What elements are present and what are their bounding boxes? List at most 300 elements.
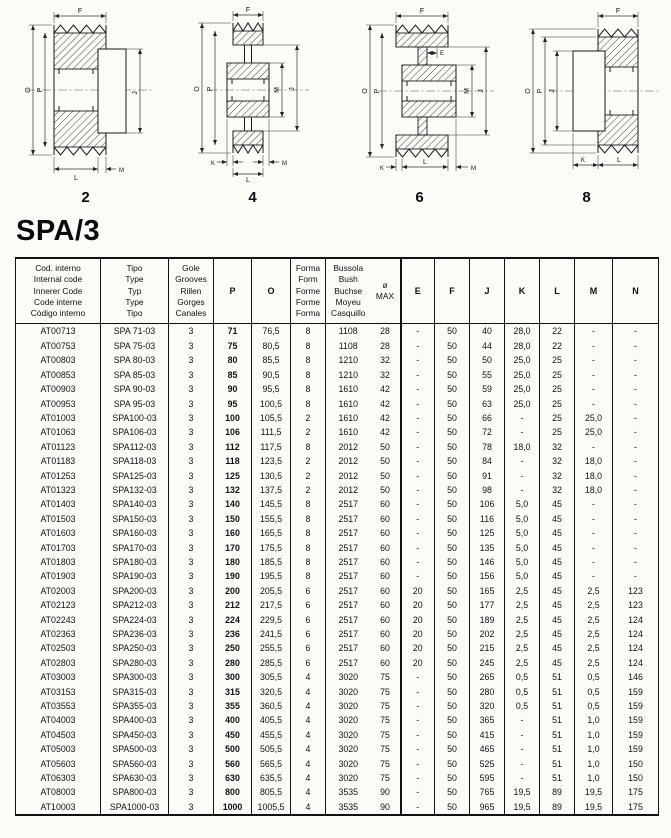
- cell-J: 280: [470, 685, 505, 699]
- cell-form: 6: [291, 613, 326, 627]
- cell-p: 500: [214, 742, 252, 756]
- cell-M: -: [575, 339, 613, 353]
- table-row: [16, 713, 659, 727]
- cell-p: 160: [214, 526, 252, 540]
- table-row: [16, 800, 659, 815]
- cell-L: 45: [540, 584, 575, 598]
- cell-diameter-max: 28: [371, 339, 401, 353]
- page-title: SPA/3: [16, 215, 101, 247]
- cell-internal-code: AT01183: [16, 454, 101, 468]
- cell-p: 355: [214, 699, 252, 713]
- cell-form: 4: [291, 713, 326, 727]
- cell-M: 0,5: [575, 685, 613, 699]
- cell-M: 19,5: [575, 800, 613, 815]
- dim-label-L: L: [423, 159, 427, 166]
- cell-form: 2: [291, 425, 326, 439]
- cell-internal-code: AT01803: [16, 555, 101, 569]
- cell-type: SPA112-03: [101, 440, 169, 454]
- cell-grooves: 3: [169, 771, 214, 785]
- cell-internal-code: AT00713: [16, 324, 101, 339]
- cell-M: -: [575, 541, 613, 555]
- table-row: [16, 757, 659, 771]
- cell-N: 124: [613, 656, 659, 670]
- spec-table-header: [16, 258, 659, 324]
- cell-L: 22: [540, 324, 575, 339]
- cell-L: 45: [540, 613, 575, 627]
- cell-bush: 1108: [338, 340, 358, 351]
- cell-o: 145,5: [252, 497, 291, 511]
- form-number-4: 4: [248, 189, 257, 206]
- cell-o: 80,5: [252, 339, 291, 353]
- cell-L: 32: [540, 440, 575, 454]
- cell-internal-code: AT00753: [16, 339, 101, 353]
- cell-p: 200: [214, 584, 252, 598]
- cell-o: 85,5: [252, 353, 291, 367]
- dim-label-P: P: [207, 86, 214, 92]
- cell-diameter-max: 60: [371, 627, 401, 641]
- cell-K: 2,5: [505, 598, 540, 612]
- cell-o: 105,5: [252, 411, 291, 425]
- cell-grooves: 3: [169, 742, 214, 756]
- cell-bush: 2012: [338, 470, 359, 481]
- table-row: [16, 584, 659, 598]
- cell-internal-code: AT03553: [16, 699, 101, 713]
- cell-J: 415: [470, 728, 505, 742]
- cell-L: 51: [540, 757, 575, 771]
- table-row: [16, 397, 659, 411]
- cell-M: 2,5: [575, 584, 613, 598]
- cell-form: 8: [291, 541, 326, 555]
- cell-M: -: [575, 397, 613, 411]
- cell-grooves: 3: [169, 339, 214, 353]
- cell-E: -: [401, 512, 435, 526]
- cell-F: 50: [435, 555, 470, 569]
- cell-grooves: 3: [169, 425, 214, 439]
- cell-F: 50: [435, 339, 470, 353]
- cell-F: 50: [435, 584, 470, 598]
- pulley-drawing-form-8: [503, 5, 670, 206]
- cell-form: 4: [291, 785, 326, 799]
- cell-type: SPA125-03: [101, 469, 169, 483]
- cell-grooves: 3: [169, 483, 214, 497]
- cell-diameter-max: 75: [371, 713, 401, 727]
- cell-internal-code: AT02003: [16, 584, 101, 598]
- cell-internal-code: AT00853: [16, 368, 101, 382]
- pulley-drawing-form-6: [336, 5, 503, 206]
- col-header-grooves: Gole Grooves Rillen Gorges Canales: [169, 258, 214, 324]
- cell-type: SPA450-03: [101, 728, 169, 742]
- cell-type: SPA180-03: [101, 555, 169, 569]
- pulley-cross-section-form-8: [503, 5, 670, 183]
- cell-type: SPA 95-03: [101, 397, 169, 411]
- cell-p: 400: [214, 713, 252, 727]
- cell-internal-code: AT10003: [16, 800, 101, 815]
- cell-K: 2,5: [505, 627, 540, 641]
- cell-internal-code: AT01503: [16, 512, 101, 526]
- cell-J: 66: [470, 411, 505, 425]
- cell-K: -: [505, 757, 540, 771]
- cell-E: -: [401, 353, 435, 367]
- cell-grooves: 3: [169, 555, 214, 569]
- cell-N: 123: [613, 584, 659, 598]
- cell-p: 300: [214, 670, 252, 684]
- cell-E: -: [401, 670, 435, 684]
- cell-form: 8: [291, 512, 326, 526]
- cell-E: 20: [401, 598, 435, 612]
- cell-M: 18,0: [575, 483, 613, 497]
- cell-L: 25: [540, 411, 575, 425]
- cell-diameter-max: 60: [371, 497, 401, 511]
- cell-form: 8: [291, 339, 326, 353]
- cell-type: SPA150-03: [101, 512, 169, 526]
- dim-label-O: O: [525, 88, 532, 94]
- cell-type: SPA400-03: [101, 713, 169, 727]
- cell-F: 50: [435, 512, 470, 526]
- cell-L: 25: [540, 368, 575, 382]
- cell-type: SPA630-03: [101, 771, 169, 785]
- cell-bush: 2517: [338, 542, 359, 553]
- cell-o: 123,5: [252, 454, 291, 468]
- cell-L: 45: [540, 598, 575, 612]
- cell-N: 124: [613, 641, 659, 655]
- cell-o: 175,5: [252, 541, 291, 555]
- cell-o: 241,5: [252, 627, 291, 641]
- cell-o: 320,5: [252, 685, 291, 699]
- cell-internal-code: AT02803: [16, 656, 101, 670]
- col-header-E: E: [401, 258, 435, 324]
- cell-type: SPA300-03: [101, 670, 169, 684]
- cell-L: 45: [540, 497, 575, 511]
- cell-K: 28,0: [505, 324, 540, 339]
- cell-J: 78: [470, 440, 505, 454]
- cell-grooves: 3: [169, 469, 214, 483]
- cell-bush: 1610: [338, 412, 359, 423]
- cell-E: -: [401, 757, 435, 771]
- cell-p: 236: [214, 627, 252, 641]
- cell-o: 805,5: [252, 785, 291, 799]
- cell-form: 6: [291, 584, 326, 598]
- cell-K: 5,0: [505, 526, 540, 540]
- cell-grooves: 3: [169, 440, 214, 454]
- cell-F: 50: [435, 569, 470, 583]
- cell-bush: 3020: [338, 758, 359, 769]
- col-header-diameter-max: ø MAX: [371, 258, 401, 324]
- cell-o: 455,5: [252, 728, 291, 742]
- cell-N: 159: [613, 685, 659, 699]
- cell-p: 85: [214, 368, 252, 382]
- cell-E: 20: [401, 613, 435, 627]
- cell-diameter-max: 75: [371, 728, 401, 742]
- cell-M: 1,0: [575, 728, 613, 742]
- cell-L: 89: [540, 800, 575, 815]
- cell-diameter-max: 60: [371, 598, 401, 612]
- cell-E: 20: [401, 627, 435, 641]
- cell-F: 50: [435, 728, 470, 742]
- cell-J: 165: [470, 584, 505, 598]
- cell-p: 71: [214, 324, 252, 339]
- cell-o: 155,5: [252, 512, 291, 526]
- dim-label-K: K: [379, 166, 384, 172]
- cell-N: 159: [613, 728, 659, 742]
- cell-p: 80: [214, 353, 252, 367]
- cell-grooves: 3: [169, 497, 214, 511]
- table-row: [16, 512, 659, 526]
- cell-p: 125: [214, 469, 252, 483]
- cell-F: 50: [435, 685, 470, 699]
- table-row: [16, 613, 659, 627]
- cell-grooves: 3: [169, 324, 214, 339]
- cell-grooves: 3: [169, 699, 214, 713]
- cell-K: -: [505, 771, 540, 785]
- cell-internal-code: AT01003: [16, 411, 101, 425]
- cell-internal-code: AT05603: [16, 757, 101, 771]
- cell-type: SPA 71-03: [101, 324, 169, 339]
- cell-F: 50: [435, 785, 470, 799]
- dim-label-O: O: [194, 86, 201, 92]
- cell-E: -: [401, 382, 435, 396]
- cell-o: 76,5: [252, 324, 291, 339]
- table-row: [16, 440, 659, 454]
- cell-K: 2,5: [505, 613, 540, 627]
- col-header-K: K: [505, 258, 540, 324]
- cell-type: SPA800-03: [101, 785, 169, 799]
- cell-K: -: [505, 483, 540, 497]
- cell-N: 150: [613, 771, 659, 785]
- cell-J: 215: [470, 641, 505, 655]
- cell-diameter-max: 75: [371, 771, 401, 785]
- cell-K: 0,5: [505, 699, 540, 713]
- dim-label-P: P: [537, 88, 544, 94]
- cell-L: 51: [540, 742, 575, 756]
- cell-L: 51: [540, 670, 575, 684]
- cell-grooves: 3: [169, 411, 214, 425]
- cell-bush: 1210: [338, 355, 359, 366]
- cell-J: 965: [470, 800, 505, 815]
- cell-L: 45: [540, 656, 575, 670]
- cell-E: 20: [401, 584, 435, 598]
- cell-N: -: [613, 454, 659, 468]
- cell-type: SPA 75-03: [101, 339, 169, 353]
- cell-K: 19,5: [505, 800, 540, 815]
- cell-form: 8: [291, 397, 326, 411]
- cell-grooves: 3: [169, 613, 214, 627]
- col-header-internal-code: Cod. interno Internal code Innerer Code Code interne Còdigo interno: [16, 258, 101, 324]
- cell-N: 123: [613, 598, 659, 612]
- cell-M: -: [575, 324, 613, 339]
- cell-K: 25,0: [505, 353, 540, 367]
- cell-N: -: [613, 339, 659, 353]
- cell-o: 217,5: [252, 598, 291, 612]
- cell-F: 50: [435, 411, 470, 425]
- cell-bush: 3020: [338, 672, 359, 683]
- cell-internal-code: AT01903: [16, 569, 101, 583]
- cell-form: 8: [291, 324, 326, 339]
- cell-F: 50: [435, 454, 470, 468]
- cell-L: 25: [540, 397, 575, 411]
- cell-o: 205,5: [252, 584, 291, 598]
- cell-E: -: [401, 324, 435, 339]
- cell-internal-code: AT04003: [16, 713, 101, 727]
- cell-grooves: 3: [169, 368, 214, 382]
- cell-J: 365: [470, 713, 505, 727]
- cell-J: 72: [470, 425, 505, 439]
- cell-F: 50: [435, 469, 470, 483]
- cell-J: 465: [470, 742, 505, 756]
- cell-o: 360,5: [252, 699, 291, 713]
- cell-diameter-max: 60: [371, 512, 401, 526]
- cell-diameter-max: 42: [371, 382, 401, 396]
- dim-label-M: M: [274, 87, 281, 93]
- cell-internal-code: AT01323: [16, 483, 101, 497]
- cell-grooves: 3: [169, 526, 214, 540]
- dim-label-J: J: [478, 89, 485, 93]
- cell-type: SPA280-03: [101, 656, 169, 670]
- cell-form: 4: [291, 728, 326, 742]
- dim-label-F: F: [77, 8, 83, 15]
- cell-form: 8: [291, 497, 326, 511]
- cell-o: 305,5: [252, 670, 291, 684]
- cell-type: SPA315-03: [101, 685, 169, 699]
- cell-o: 195,5: [252, 569, 291, 583]
- cell-M: -: [575, 382, 613, 396]
- table-row: [16, 425, 659, 439]
- cell-form: 8: [291, 382, 326, 396]
- cell-F: 50: [435, 526, 470, 540]
- cell-internal-code: AT08003: [16, 785, 101, 799]
- cell-L: 32: [540, 469, 575, 483]
- dim-label-L: L: [74, 175, 78, 182]
- cell-bush: 3535: [338, 787, 359, 798]
- dim-label-K: K: [580, 158, 586, 164]
- cell-M: 2,5: [575, 598, 613, 612]
- cell-p: 140: [214, 497, 252, 511]
- cell-K: 5,0: [505, 569, 540, 583]
- cell-bush: 2517: [338, 513, 359, 524]
- col-header-bush: Bussola Bush Buchse Moyeu Casquillo: [326, 258, 371, 324]
- cell-type: SPA250-03: [101, 641, 169, 655]
- cell-N: 175: [613, 800, 659, 815]
- cell-p: 150: [214, 512, 252, 526]
- spec-table-body: [16, 324, 659, 815]
- cell-M: 0,5: [575, 670, 613, 684]
- cell-N: 159: [613, 699, 659, 713]
- cell-M: 1,0: [575, 742, 613, 756]
- cell-M: -: [575, 555, 613, 569]
- cell-J: 189: [470, 613, 505, 627]
- cell-M: 18,0: [575, 454, 613, 468]
- dim-label-M: M: [464, 88, 471, 94]
- table-row: [16, 324, 659, 339]
- cell-form: 8: [291, 569, 326, 583]
- cell-bush: 3020: [338, 744, 359, 755]
- dim-label-F: F: [615, 8, 621, 15]
- table-row: [16, 598, 659, 612]
- dim-label-K: K: [210, 161, 215, 167]
- cell-type: SPA106-03: [101, 425, 169, 439]
- table-row: [16, 382, 659, 396]
- cell-form: 4: [291, 757, 326, 771]
- cell-bush: 2517: [338, 629, 359, 640]
- cell-L: 51: [540, 685, 575, 699]
- cell-type: SPA355-03: [101, 699, 169, 713]
- cell-diameter-max: 90: [371, 785, 401, 799]
- cell-internal-code: AT01123: [16, 440, 101, 454]
- form-number-8: 8: [582, 189, 591, 206]
- cell-M: -: [575, 353, 613, 367]
- cell-type: SPA 85-03: [101, 368, 169, 382]
- cell-K: 25,0: [505, 397, 540, 411]
- col-header-P: P: [214, 258, 252, 324]
- cell-p: 250: [214, 641, 252, 655]
- table-row: [16, 699, 659, 713]
- cell-diameter-max: 60: [371, 541, 401, 555]
- cell-type: SPA132-03: [101, 483, 169, 497]
- cell-internal-code: AT04503: [16, 728, 101, 742]
- cell-M: -: [575, 526, 613, 540]
- cell-K: -: [505, 454, 540, 468]
- cell-K: -: [505, 742, 540, 756]
- cell-internal-code: AT02243: [16, 613, 101, 627]
- dim-label-F: F: [419, 8, 425, 15]
- cell-p: 132: [214, 483, 252, 497]
- cell-F: 50: [435, 699, 470, 713]
- cell-E: -: [401, 699, 435, 713]
- cell-J: 765: [470, 785, 505, 799]
- cell-internal-code: AT00903: [16, 382, 101, 396]
- cell-diameter-max: 32: [371, 353, 401, 367]
- cell-M: 0,5: [575, 699, 613, 713]
- cell-K: 2,5: [505, 584, 540, 598]
- cell-bush: 2517: [338, 600, 359, 611]
- cell-p: 630: [214, 771, 252, 785]
- cell-N: -: [613, 569, 659, 583]
- table-row: [16, 627, 659, 641]
- cell-p: 560: [214, 757, 252, 771]
- col-header-N: N: [613, 258, 659, 324]
- table-row: [16, 685, 659, 699]
- cell-E: -: [401, 454, 435, 468]
- dim-label-O: O: [25, 87, 32, 93]
- cell-L: 32: [540, 483, 575, 497]
- cell-N: 159: [613, 713, 659, 727]
- cell-E: -: [401, 800, 435, 815]
- cell-diameter-max: 50: [371, 483, 401, 497]
- cell-F: 50: [435, 440, 470, 454]
- cell-form: 4: [291, 771, 326, 785]
- cell-p: 106: [214, 425, 252, 439]
- table-row: [16, 483, 659, 497]
- cell-type: SPA100-03: [101, 411, 169, 425]
- cell-N: -: [613, 411, 659, 425]
- cell-grooves: 3: [169, 382, 214, 396]
- cell-o: 111,5: [252, 425, 291, 439]
- cell-grooves: 3: [169, 454, 214, 468]
- cell-internal-code: AT02123: [16, 598, 101, 612]
- cell-form: 2: [291, 411, 326, 425]
- cell-N: -: [613, 382, 659, 396]
- cell-N: -: [613, 440, 659, 454]
- cell-N: 124: [613, 613, 659, 627]
- cell-o: 229,5: [252, 613, 291, 627]
- col-header-O: O: [252, 258, 291, 324]
- table-row: [16, 742, 659, 756]
- cell-form: 4: [291, 742, 326, 756]
- pulley-drawing-form-2: [2, 5, 169, 206]
- cell-E: -: [401, 785, 435, 799]
- cell-grooves: 3: [169, 541, 214, 555]
- table-row: [16, 526, 659, 540]
- cell-E: -: [401, 526, 435, 540]
